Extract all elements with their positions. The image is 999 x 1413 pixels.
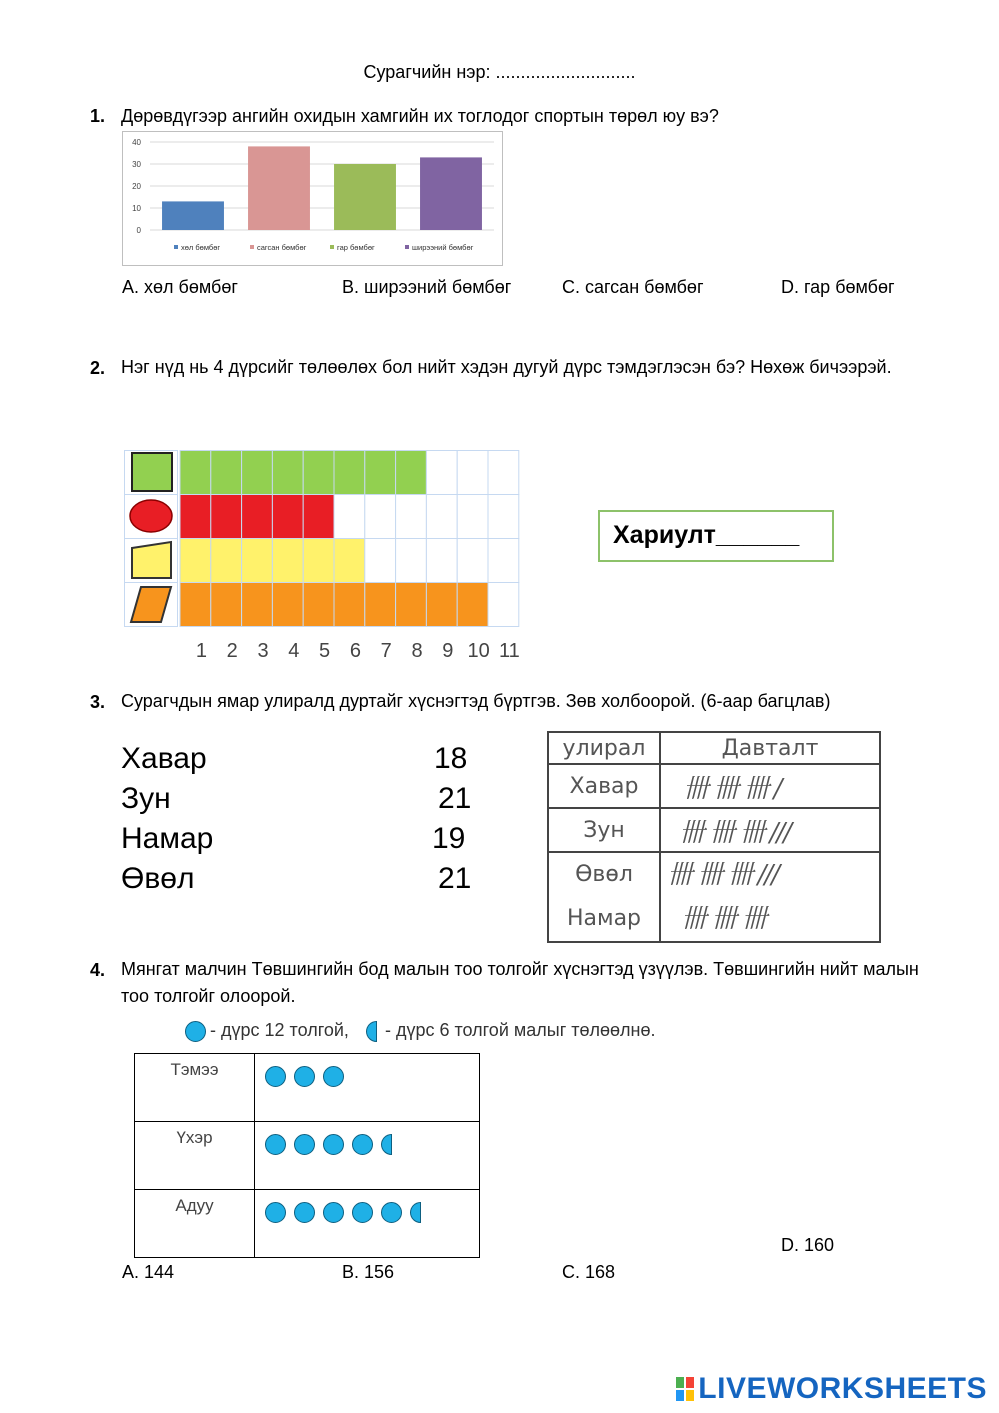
column-number: 9 <box>442 640 454 662</box>
grid-cell <box>457 495 488 539</box>
column-number: 7 <box>380 640 392 662</box>
grid-cell <box>365 583 396 627</box>
grid-cell <box>211 451 242 495</box>
grid-cell <box>365 539 396 583</box>
grid-cell <box>396 495 427 539</box>
q4-option-b[interactable]: B. 156 <box>342 1262 395 1282</box>
season-name[interactable]: Зун <box>121 782 171 815</box>
grid-cell <box>488 495 519 539</box>
grid-cell <box>457 539 488 583</box>
grid-cell <box>396 539 427 583</box>
tally-header-season: улирал <box>548 732 660 764</box>
animal-dots <box>255 1190 480 1258</box>
season-count[interactable]: 18 <box>434 742 468 775</box>
legend-half-text: - дүрс 6 толгой малыг төлөөлнө. <box>384 1020 656 1040</box>
y-tick-label: 10 <box>132 204 141 213</box>
q1-number: 1. <box>90 106 106 126</box>
grid-cell <box>334 583 365 627</box>
grid-cell <box>180 583 211 627</box>
column-number: 11 <box>499 640 520 662</box>
y-tick-label: 30 <box>132 160 141 169</box>
shapes-grid-chart <box>124 450 534 666</box>
column-number: 10 <box>467 640 490 662</box>
half-circle-icon <box>410 1202 421 1223</box>
full-circle-icon <box>265 1202 286 1223</box>
q3-number: 3. <box>90 692 106 712</box>
grid-cell <box>334 451 365 495</box>
trapezoid-icon <box>132 542 171 578</box>
grid-cell <box>488 451 519 495</box>
grid-cell <box>242 583 273 627</box>
full-circle-icon <box>381 1202 402 1223</box>
grid-cell <box>303 539 334 583</box>
tally-marks: 卌 卌 卌 /// <box>679 817 791 848</box>
grid-cell <box>457 451 488 495</box>
half-circle-icon <box>381 1134 392 1155</box>
grid-cell <box>334 495 365 539</box>
tally-season: Хавар <box>548 764 660 808</box>
grid-cell <box>365 495 396 539</box>
tally-marks: 卌 卌 卌 /// <box>667 860 779 890</box>
bar <box>248 146 310 230</box>
full-circle-icon <box>323 1066 344 1087</box>
liveworksheets-logo <box>676 1372 987 1406</box>
column-number: 6 <box>349 640 361 662</box>
grid-cell <box>396 451 427 495</box>
grid-cell <box>426 539 457 583</box>
q1-option-c[interactable]: C. сагсан бөмбөг <box>562 277 704 297</box>
student-name-line[interactable]: Сурагчийн нэр: ............................ <box>363 62 636 82</box>
column-number: 8 <box>411 640 423 662</box>
grid-cell <box>457 583 488 627</box>
pictograph-legend <box>185 1020 656 1042</box>
q4-text: Мянгат малчин Төвшингийн бод малын тоо толгойг хүснэгтэд үзүүлэв. Төвшингийн нийт малын тоо толгойг олоорой. <box>121 959 919 1006</box>
grid-cell <box>272 451 303 495</box>
column-number: 3 <box>257 640 269 662</box>
full-circle-icon <box>294 1066 315 1087</box>
column-number: 1 <box>195 640 207 662</box>
full-circle-icon <box>352 1202 373 1223</box>
grid-cell <box>211 495 242 539</box>
full-circle-icon <box>323 1134 344 1155</box>
full-circle-icon <box>294 1134 315 1155</box>
logo-text: LIVEWORKSHEETS <box>698 1372 987 1405</box>
legend-full-text: - дүрс 12 толгой, <box>210 1020 349 1040</box>
legend-label: ширээний бөмбөг <box>412 243 474 252</box>
grid-cell <box>303 583 334 627</box>
animal-label: Адуу <box>135 1190 255 1258</box>
q1-option-d[interactable]: D. гар бөмбөг <box>781 277 895 297</box>
season-count[interactable]: 19 <box>432 822 466 855</box>
grid-cell <box>426 495 457 539</box>
animal-label: Тэмээ <box>135 1054 255 1122</box>
grid-cell <box>180 539 211 583</box>
grid-cell <box>242 451 273 495</box>
full-circle-icon <box>265 1066 286 1087</box>
grid-cell <box>426 583 457 627</box>
grid-cell <box>272 539 303 583</box>
legend-swatch <box>405 245 409 249</box>
legend-swatch <box>250 245 254 249</box>
grid-cell <box>272 583 303 627</box>
season-count[interactable]: 21 <box>438 862 472 895</box>
grid-cell <box>426 451 457 495</box>
q4-option-c[interactable]: C. 168 <box>562 1262 616 1282</box>
q2-text: Нэг нүд нь 4 дүрсийг төлөөлөх бол нийт хэдэн дугуй дүрс тэмдэглэсэн бэ? Нөхөж бичээрэй. <box>121 357 892 377</box>
logo-icon <box>676 1377 694 1401</box>
tally-season: Намар <box>566 906 642 931</box>
q4-option-a[interactable]: A. 144 <box>122 1262 175 1282</box>
grid-cell <box>180 495 211 539</box>
legend-swatch <box>174 245 178 249</box>
grid-cell <box>242 539 273 583</box>
tally-season: Зун <box>548 808 660 852</box>
legend-label: гар бөмбөг <box>337 243 375 252</box>
tally-marks: 卌 卌 卌 <box>681 904 766 934</box>
column-number: 5 <box>319 640 331 662</box>
grid-cell <box>303 495 334 539</box>
season-name[interactable]: Өвөл <box>121 862 195 895</box>
grid-cell <box>334 539 365 583</box>
legend-label: сагсан бөмбөг <box>257 243 307 252</box>
animal-dots <box>255 1122 480 1190</box>
grid-cell <box>396 583 427 627</box>
q2-answer-field[interactable]: Хариулт______ <box>598 510 834 562</box>
grid-cell <box>488 583 519 627</box>
q1-option-a[interactable]: A. хөл бөмбөг <box>122 277 238 297</box>
grid-cell <box>272 495 303 539</box>
grid-cell <box>211 539 242 583</box>
grid-cell <box>242 495 273 539</box>
oval-icon <box>130 500 172 532</box>
half-circle-icon <box>366 1021 377 1042</box>
q1-text: Дөрөвдүгээр ангийн охидын хамгийн их тоглодог спортын төрөл юу вэ? <box>121 106 719 126</box>
bar <box>420 157 482 230</box>
column-number: 2 <box>226 640 238 662</box>
season-name[interactable]: Намар <box>121 822 214 855</box>
grid-cell <box>180 451 211 495</box>
animal-dots <box>255 1054 480 1122</box>
square-icon <box>132 453 172 491</box>
tally-marks: 卌 卌 卌 / <box>683 773 781 804</box>
bar <box>162 201 224 230</box>
season-count[interactable]: 21 <box>438 782 472 815</box>
full-circle-icon <box>185 1021 206 1042</box>
sports-bar-chart <box>122 131 504 267</box>
bar <box>334 164 396 230</box>
grid-cell <box>303 451 334 495</box>
full-circle-icon <box>323 1202 344 1223</box>
grid-cell <box>488 539 519 583</box>
grid-cell <box>211 583 242 627</box>
legend-label: хөл бөмбөг <box>181 243 221 252</box>
tally-season: Өвөл <box>575 862 633 887</box>
grid-cell <box>365 451 396 495</box>
livestock-pictograph <box>134 1053 480 1258</box>
y-tick-label: 40 <box>132 138 141 147</box>
full-circle-icon <box>294 1202 315 1223</box>
q2-number: 2. <box>90 358 106 378</box>
column-number: 4 <box>288 640 300 662</box>
y-tick-label: 20 <box>132 182 141 191</box>
season-name[interactable]: Хавар <box>121 742 207 775</box>
tally-header-count: Давталт <box>660 732 880 764</box>
full-circle-icon <box>352 1134 373 1155</box>
q4-number: 4. <box>90 960 106 980</box>
q4-option-d[interactable]: D. 160 <box>781 1235 835 1255</box>
y-tick-label: 0 <box>136 226 141 235</box>
q3-text: Сурагчдын ямар улиралд дуртайг хүснэгтэд бүртгэв. Зөв холбоорой. (6-аар багцлав) <box>121 691 831 711</box>
q1-option-b[interactable]: B. ширээний бөмбөг <box>342 277 512 297</box>
legend-swatch <box>330 245 334 249</box>
animal-label: Үхэр <box>135 1122 255 1190</box>
full-circle-icon <box>265 1134 286 1155</box>
tally-table <box>547 731 881 943</box>
